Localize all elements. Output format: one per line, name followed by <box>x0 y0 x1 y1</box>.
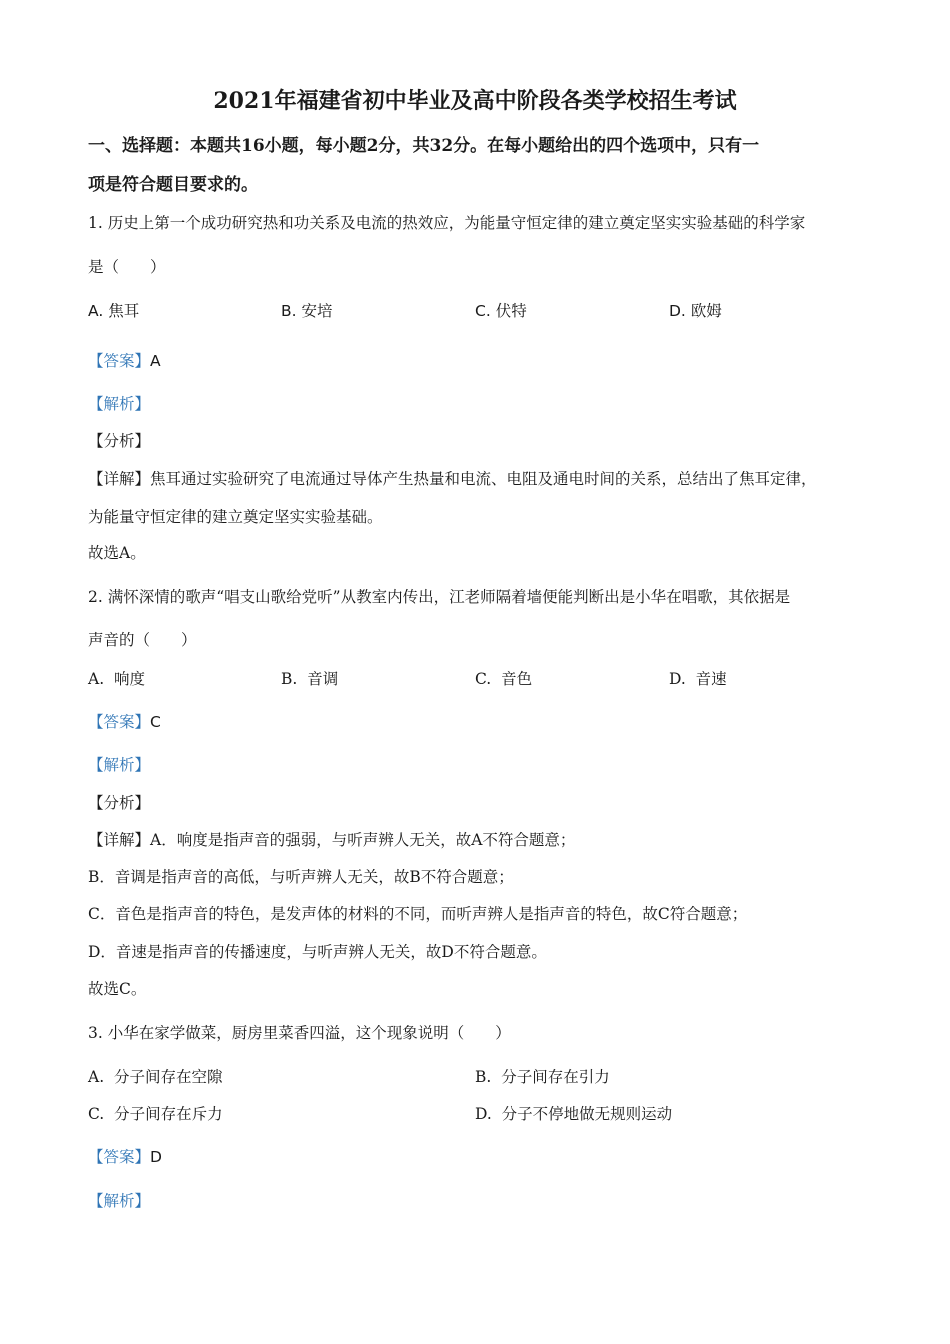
q2-detail-line1 <box>88 828 575 850</box>
option-letter: A. <box>88 302 104 320</box>
q1-detail-line2: 为能量守恒定律的建立奠定坚实实验基础。 <box>88 508 383 526</box>
q2-detail-line3: C．音色是指声音的特色，是发声体的材料的不同，而听声辨人是指声音的特色，故C符合题意； <box>88 905 748 923</box>
q2-option-c <box>475 667 532 689</box>
section-instructions-line2: 项是符合题目要求的。 <box>88 175 258 195</box>
q1-stem-line2: 是（ ） <box>88 258 166 276</box>
option-letter: C. <box>475 302 491 320</box>
page-title: 2021年福建省初中毕业及高中阶段各类学校招生考试 <box>213 88 737 114</box>
q2-analysis-label: 【分析】 <box>88 794 151 812</box>
q1-answer <box>88 349 161 371</box>
q1-explanation-label: 【解析】 <box>88 395 151 413</box>
option-text: 伏特 <box>495 302 527 320</box>
option-text: 响度 <box>113 670 145 688</box>
q1-option-a <box>88 299 139 321</box>
q1-detail-line1 <box>88 467 817 489</box>
detail-label: 【详解】 <box>88 470 151 488</box>
section-instructions-line1: 一、选择题：本题共16小题，每小题2分，共32分。在每小题给出的四个选项中，只有一 <box>88 136 760 156</box>
q3-option-d <box>475 1102 672 1124</box>
option-text: 分子间存在引力 <box>501 1068 610 1086</box>
q3-answer <box>88 1145 162 1167</box>
detail-label: 【详解】 <box>88 831 151 849</box>
option-text: 分子不停地做无规则运动 <box>501 1105 673 1123</box>
q3-option-c <box>88 1102 223 1124</box>
option-text: 分子间存在空隙 <box>113 1068 223 1086</box>
q2-option-a <box>88 667 145 689</box>
q1-option-b <box>281 299 333 321</box>
q2-detail-line4: D．音速是指声音的传播速度，与听声辨人无关，故D不符合题意。 <box>88 943 547 961</box>
option-text: 焦耳 <box>108 302 140 320</box>
q3-option-b <box>475 1065 610 1087</box>
option-text: 欧姆 <box>690 302 722 320</box>
option-letter: C. <box>475 670 492 688</box>
q2-explanation-label: 【解析】 <box>88 756 151 774</box>
option-text: 音色 <box>501 670 533 688</box>
option-letter: C. <box>88 1105 105 1123</box>
option-text: 音速 <box>695 670 727 688</box>
detail-text: 焦耳通过实验研究了电流通过导体产生热量和电流、电阻及通电时间的关系，总结出了焦耳定律， <box>150 470 817 488</box>
option-text: 分子间存在斥力 <box>114 1105 223 1123</box>
q3-stem: 3. 小华在家学做菜，厨房里菜香四溢，这个现象说明（ ） <box>88 1024 511 1042</box>
answer-label: 【答案】 <box>88 352 151 370</box>
answer-label: 【答案】 <box>88 1148 151 1166</box>
q2-option-d <box>669 667 727 689</box>
q3-explanation-label: 【解析】 <box>88 1192 151 1210</box>
q2-answer <box>88 710 161 732</box>
option-letter: D. <box>475 1105 492 1123</box>
option-letter: B. <box>475 1068 492 1086</box>
option-letter: B. <box>281 670 298 688</box>
answer-value: C <box>150 713 161 731</box>
option-text: 音调 <box>307 670 339 688</box>
option-letter: B. <box>281 302 297 320</box>
q3-option-a <box>88 1065 223 1087</box>
option-text: 安培 <box>301 302 333 320</box>
answer-label: 【答案】 <box>88 713 151 731</box>
q1-analysis-label: 【分析】 <box>88 432 151 450</box>
q1-option-d <box>669 299 722 321</box>
detail-text: A．响度是指声音的强弱，与听声辨人无关，故A不符合题意； <box>150 831 576 849</box>
option-letter: D. <box>669 670 686 688</box>
q2-stem-line2: 声音的（ ） <box>88 631 197 649</box>
answer-value: D <box>150 1148 162 1166</box>
q2-stem-line1: 2. 满怀深情的歌声“唱支山歌给党听”从教室内传出，江老师隔着墙便能判断出是小华在唱歌，其依据是 <box>88 588 791 606</box>
q1-conclusion: 故选A。 <box>88 544 146 562</box>
q1-stem-line1: 1. 历史上第一个成功研究热和功关系及电流的热效应，为能量守恒定律的建立奠定坚实实验基础的科学家 <box>88 214 806 232</box>
q2-detail-line2: B．音调是指声音的高低，与听声辨人无关，故B不符合题意； <box>88 868 514 886</box>
option-letter: A. <box>88 670 105 688</box>
option-letter: D. <box>669 302 686 320</box>
q2-option-b <box>281 667 338 689</box>
option-letter: A. <box>88 1068 105 1086</box>
q1-option-c <box>475 299 527 321</box>
answer-value: A <box>150 352 161 370</box>
q2-conclusion: 故选C。 <box>88 980 147 998</box>
